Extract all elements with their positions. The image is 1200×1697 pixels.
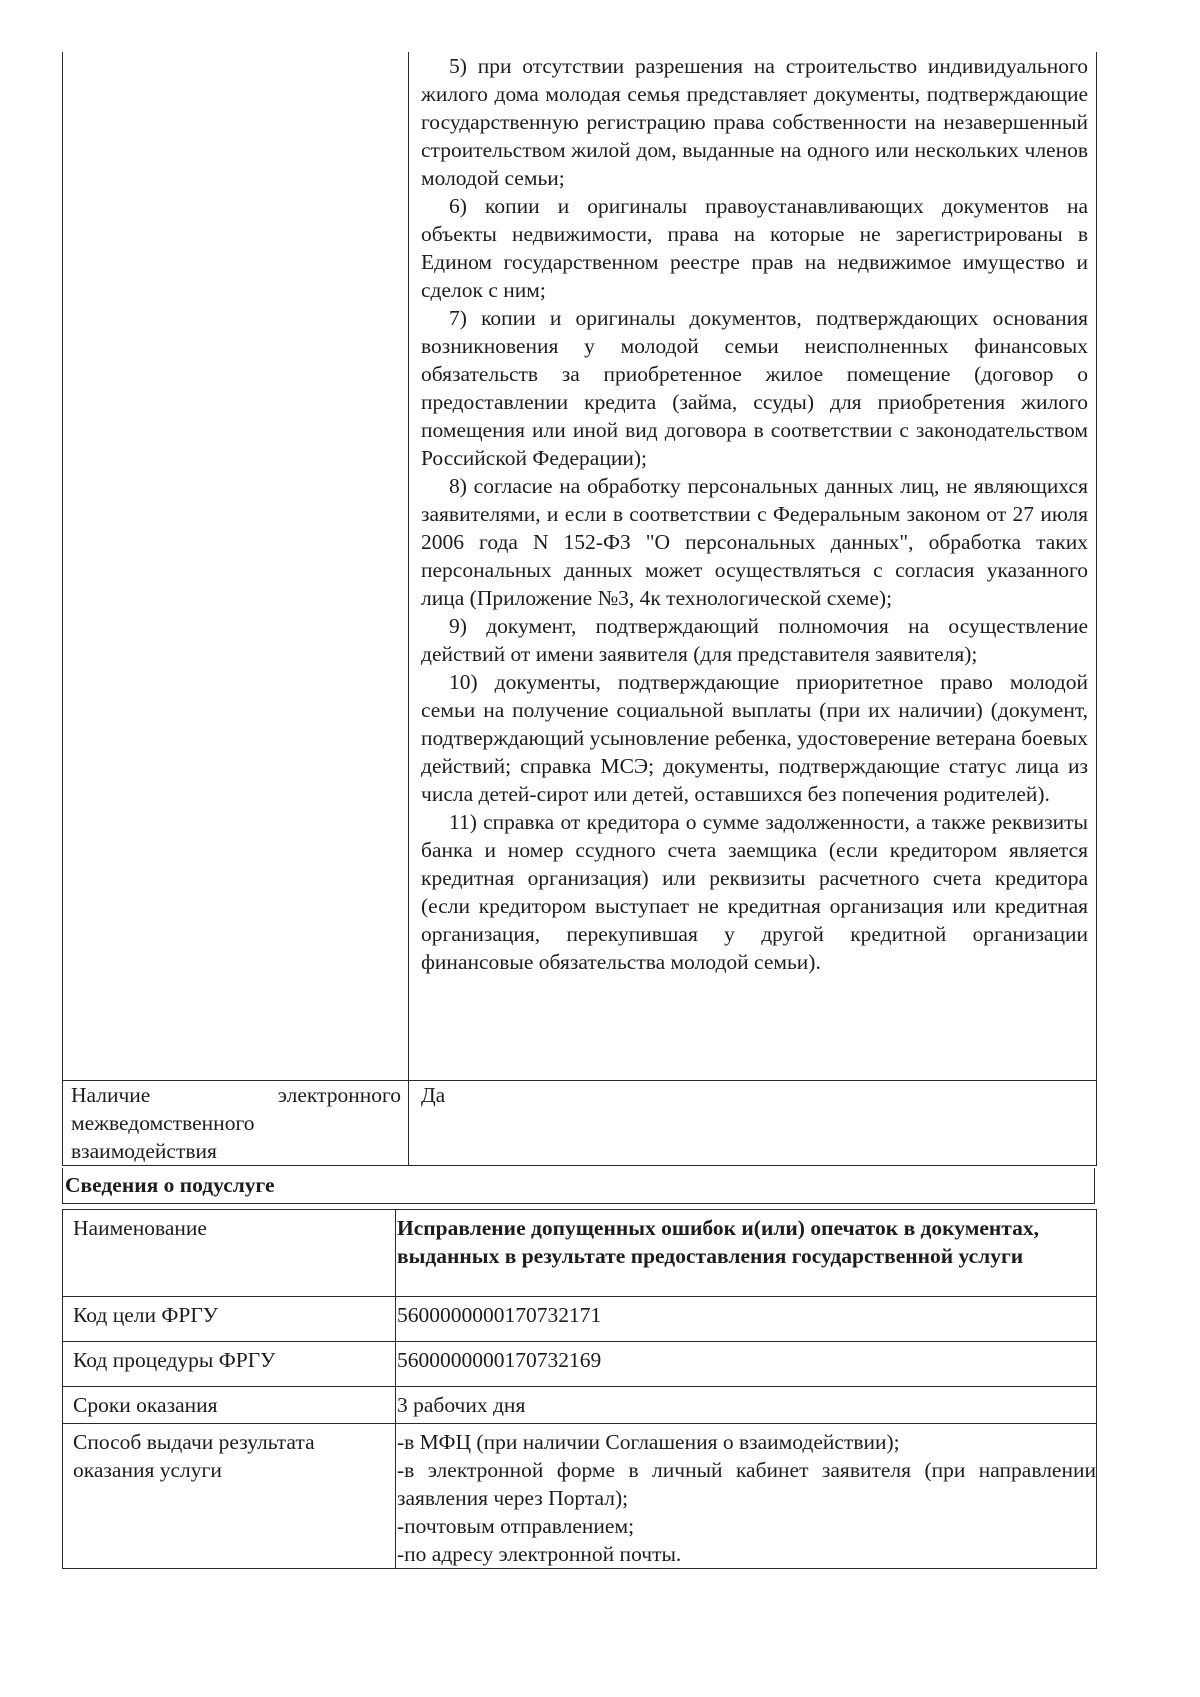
proc-label-cell <box>63 1342 396 1387</box>
edi-row <box>63 1081 1097 1166</box>
method-item: -в электронной форме в личный кабинет заявителя (при направлении заявления через Портал); <box>397 1458 1096 1510</box>
goal-value: 5600000000170732171 <box>397 1303 602 1327</box>
proc-label: Код процедуры ФРГУ <box>73 1348 276 1372</box>
goal-value-cell <box>396 1297 1097 1342</box>
term-value-cell <box>396 1387 1097 1424</box>
proc-value: 5600000000170732169 <box>397 1348 602 1372</box>
edi-value-cell <box>409 1081 1097 1166</box>
list-item: 9) документ, подтверждающий полномочия на осуществление действий от имени заявителя (для представителя заявителя); <box>421 614 1088 666</box>
term-label: Сроки оказания <box>73 1393 218 1417</box>
term-label-cell <box>63 1387 396 1424</box>
list-item: 8) согласие на обработку персональных данных лиц, не являющихся заявителями, и если в соответствии с Федеральным законом от 27 июля 2006 года N 152-ФЗ "О персональных данных", обработка таких персональных данных может осуществляться с согласия указанного лица (Приложение №3, 4к технологической схеме); <box>421 474 1088 610</box>
list-item: 7) копии и оригиналы документов, подтверждающих основания возникновения у молодой семьи неисполненных финансовых обязательств за приобретенное жилое помещение (договор о предоставлении кредита (займа, ссуды) для приобретения жилого помещения или иной вид договора в соответствии с законодательством Российской Федерации); <box>421 306 1088 470</box>
name-value: Исправление допущенных ошибок и(или) опечаток в документах, выданных в результате предоставления государственной услуги <box>397 1216 1040 1268</box>
goal-label-cell <box>63 1297 396 1342</box>
documents-list-cell <box>409 52 1097 1081</box>
edi-value: Да <box>421 1083 446 1107</box>
delivery-method-row <box>63 1424 1097 1569</box>
name-label-cell <box>63 1210 396 1297</box>
goal-code-row <box>63 1297 1097 1342</box>
method-value-cell <box>396 1424 1097 1569</box>
subservice-name-row <box>63 1210 1097 1297</box>
name-value-cell <box>396 1210 1097 1297</box>
method-label-cell <box>63 1424 396 1569</box>
procedure-code-row <box>63 1342 1097 1387</box>
list-item: 11) справка от кредитора о сумме задолженности, а также реквизиты банка и номер ссудного счета заемщика (если кредитором является кредитная организация) или реквизиты расчетного счета кредитора (если кредитором выступает не кредитная организация или кредитная организация, перекупившая у другой кредитной организации финансовые обязательства молодой семьи). <box>421 810 1088 974</box>
method-label: Способ выдачи результата оказания услуги <box>73 1430 315 1482</box>
list-item: 6) копии и оригиналы правоустанавливающих документов на объекты недвижимости, права на которые не зарегистрированы в Едином государственном реестре прав на недвижимое имущество и сделок с ним; <box>421 194 1088 302</box>
term-row <box>63 1387 1097 1424</box>
requirements-table <box>62 52 1097 1166</box>
documents-list-row <box>63 52 1097 1081</box>
goal-label: Код цели ФРГУ <box>73 1303 218 1327</box>
method-item: -по адресу электронной почты. <box>397 1542 682 1566</box>
term-value: 3 рабочих дня <box>397 1393 526 1417</box>
edi-label: Наличие электронного межведомственного взаимодействия <box>71 1083 401 1163</box>
proc-value-cell <box>396 1342 1097 1387</box>
method-item: -в МФЦ (при наличии Соглашения о взаимодействии); <box>397 1430 900 1454</box>
edi-label-cell <box>63 1081 409 1166</box>
method-item: -почтовым отправлением; <box>397 1514 635 1538</box>
subservice-table <box>62 1209 1097 1569</box>
list-item: 5) при отсутствии разрешения на строительство индивидуального жилого дома молодая семья представляет документы, подтверждающие государственную регистрацию права собственности на незавершенный строительством жилой дом, выданные на одного или нескольких членов молодой семьи; <box>421 54 1088 190</box>
section-title: Сведения о подуслуге <box>62 1168 1095 1204</box>
name-label: Наименование <box>73 1216 207 1240</box>
list-item: 10) документы, подтверждающие приоритетное право молодой семьи на получение социальной выплаты (при их наличии) (документ, подтверждающий усыновление ребенка, удостоверение ветерана боевых действий; справка МСЭ; документы, подтверждающие статус лица из числа детей-сирот или детей, оставшихся без попечения родителей). <box>421 670 1088 806</box>
empty-label-cell <box>63 52 409 1081</box>
